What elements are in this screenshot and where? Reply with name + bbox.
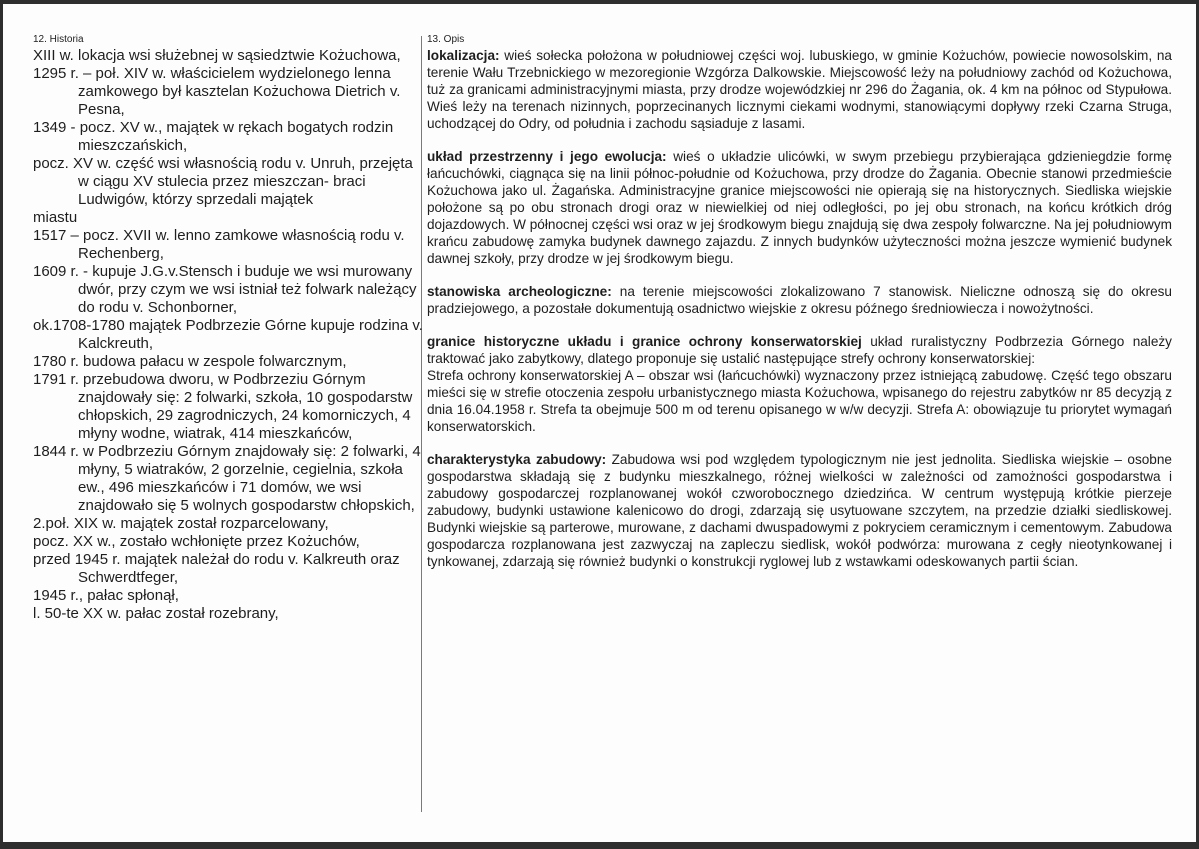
section-text: wieś o układzie ulicówki, w swym przebiegu przybierająca gdzieniegdzie formę łańcuchówki, ciągnąca się na linii północ-południe od Kożuchowa, przy drodze do Żagania. Obecnie stanowi przedmieście Kożuchowa jako ul. Żagańska. Administracyjne granice miejscowości nie opierają się na historycznych. Siedliska wiejskie położone są po obu stronach drogi oraz w niewielkiej od niej odległości, po jej obu stronach, na końcu krótkich dróg dojazdowych. W północnej części wsi oraz w jej środkowym biegu znajdują się dwa zespoły folwarczne. Na jej południowym krańcu zabudowę zamyka budynek dawnego zajazdu. Z innych budynków użyteczności można jeszcze wymienić budynek dawnej szkoły, przy drodze w jej środkowym biegu. — [427, 149, 1172, 266]
history-item: 1349 - pocz. XV w., majątek w rękach bogatych rodzin mieszczańskich, — [33, 119, 394, 154]
section-text: Zabudowa wsi pod względem typologicznym nie jest jednolita. Siedliska wiejskie – osobne gospodarstwa składają się z budynku mieszkalnego, różnej wielkości w zależności od zamożności gospodarstwa i zabudowy gospodarczej rozplanowanej wokół czworobocznego dziedzińca. W centrum występują krótkie pierzeje zabudowy, budynki ustawione kalenicowo do drogi, zdarzają się usytuowane szczytem, na przedzie działki siedliskowej. Budynki wiejskie są parterowe, murowane, z dachami dwuspadowymi z pokryciem ceramicznym i cementowym. Zabudowa gospodarcza rozplanowana jest zazwyczaj na zapleczu siedlisk, wokół podwórza: murowana z cegły nieotynkowanej i tynkowanej, zdarzają się również budynki o konstrukcji ryglowej lub z wstawkami odeskowanych partii ścian. — [427, 452, 1172, 569]
history-title: 12. Historia — [33, 34, 84, 45]
section-text: wieś sołecka położona w południowej części woj. lubuskiego, w gminie Kożuchów, powiecie nowosolskim, na terenie Wału Trzebnickiego w mezoregionie Wzgórza Dalkowskie. Miejscowość leży na południowy zachód od Kożuchowa, tuż za granicami administracyjnymi miasta, przy drodze wojewódzkiej nr 296 do Żagania, ok. 4 km na północ od Stypułowa. Wieś leży na terenach nizinnych, poprzecinanych licznymi ciekami wodnymi, stanowiącymi dopływy rzeki Czarna Struga, uchodzącej do Odry, od południa i zachodu sąsiaduje z lasami. — [427, 48, 1172, 131]
section-text: na terenie miejscowości zlokalizowano 7 stanowisk. Nieliczne odnoszą się do okresu pradziejowego, a pozostałe dokumentują osadnictwo wiejskie z okresu późnego średniowiecza i nowożytności. — [427, 284, 1172, 316]
history-item: 1791 r. przebudowa dworu, w Podbrzeziu Górnym znajdowały się: 2 folwarki, szkoła, 10 gospodarstw chłopskich, 29 zagrodniczych, 24 komorniczych, 4 młyny wodne, wiatrak, 414 mieszkańców, — [33, 371, 413, 442]
section-extra-text: Strefa ochrony konserwatorskiej A – obszar wsi (łańcuchówki) wyznaczony przez istniejącą zabudowę. Część tego obszaru mieści się w strefie otoczenia zespołu urbanistycznego miasta Kożuchowa, wpisanego do rejestru zabytków nr 85 decyzją z dnia 16.04.1958 r. Strefa ta obejmuje 500 m od terenu opisanego w w/w decyzji. Strefa A: obowiązuje tu priorytet wymagań konserwatorskich. — [427, 368, 1172, 434]
history-item: 1780 r. budowa pałacu w zespole folwarcznym, — [33, 353, 347, 370]
history-item: l. 50-te XX w. pałac został rozebrany, — [33, 605, 279, 622]
history-column — [33, 34, 423, 623]
section-heading: granice historyczne układu i granice ochrony konserwatorskiej — [427, 334, 862, 349]
history-item: pocz. XV w. część wsi własnością rodu v. Unruh, przejęta w ciągu XV stulecia przez mieszczan- braci Ludwigów, którzy sprzedali majątek — [33, 155, 413, 208]
history-item: 1295 r. – poł. XIV w. właścicielem wydzielonego lenna zamkowego był kasztelan Kożuchowa Dietrich v. Pesna, — [33, 65, 401, 118]
section-boundaries — [427, 333, 1172, 435]
description-title: 13. Opis — [427, 34, 465, 45]
history-item: 2.poł. XIX w. majątek został rozparcelowany, — [33, 515, 329, 532]
scanned-page — [3, 4, 1196, 842]
history-item: 1609 r. - kupuje J.G.v.Stensch i buduje we wsi murowany dwór, przy czym we wsi istniał też folwark należący do rodu v. Schonborner, — [33, 263, 417, 316]
history-item: 1517 – pocz. XVII w. lenno zamkowe własnością rodu v. Rechenberg, — [33, 227, 405, 262]
section-text: układ ruralistyczny Podbrzezia Górnego należy traktować jako zabytkowy, dlatego proponuje się ustalić następujące strefy ochrony konserwatorskiej: — [427, 334, 1172, 366]
section-heading: lokalizacja: — [427, 48, 500, 63]
history-item: XIII w. lokacja wsi służebnej w sąsiedztwie Kożuchowa, — [33, 47, 401, 64]
history-item: przed 1945 r. majątek należał do rodu v. Kalkreuth oraz Schwerdtfeger, — [33, 551, 400, 586]
section-spatial-layout — [427, 148, 1172, 267]
section-buildings — [427, 451, 1172, 570]
history-item: 1844 r. w Podbrzeziu Górnym znajdowały się: 2 folwarki, 4 młyny, 5 wiatraków, 2 gorzelnie, cegielnia, szkoła ew., 496 mieszkańców i 71 domów, we wsi znajdowało się 5 wolnych gospodarstw chłopskich, — [33, 443, 421, 514]
section-location — [427, 47, 1172, 132]
history-item: miastu — [33, 209, 78, 226]
description-column — [427, 34, 1172, 586]
section-heading: charakterystyka zabudowy: — [427, 452, 607, 467]
history-item: ok.1708-1780 majątek Podbrzezie Górne kupuje rodzina v. Kalckreuth, — [33, 317, 423, 352]
section-archaeology — [427, 283, 1172, 317]
section-heading: układ przestrzenny i jego ewolucja: — [427, 149, 667, 164]
history-item: pocz. XX w., zostało wchłonięte przez Kożuchów, — [33, 533, 360, 550]
history-item: 1945 r., pałac spłonął, — [33, 587, 179, 604]
section-heading: stanowiska archeologiczne: — [427, 284, 612, 299]
